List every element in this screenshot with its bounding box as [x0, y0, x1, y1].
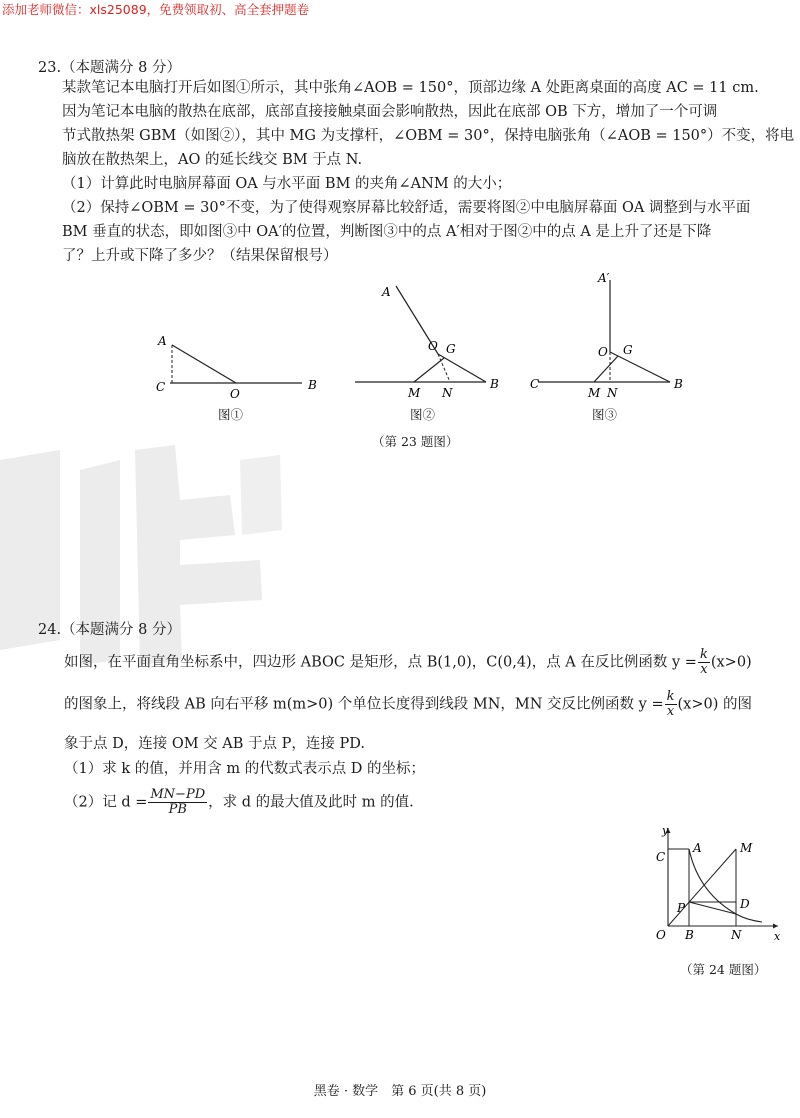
- label-N: N: [442, 386, 453, 400]
- q24-part1: （1）求 k 的值，并用含 m 的代数式表示点 D 的坐标；: [64, 761, 426, 777]
- frac-num: MN−PD: [150, 787, 206, 802]
- q23-line: 某款笔记本电脑打开后如图①所示，其中张角∠AOB = 150°，顶部边缘 A 处距离桌面的高度 AC = 11 cm.: [62, 80, 759, 96]
- label-G: G: [446, 342, 456, 356]
- label-M: M: [588, 386, 601, 400]
- q24-line1: 如图，在平面直角坐标系中，四边形 ABOC 是矩形，点 B(1,0)，C(0,4)，点 A 在反比例函数 y =: [64, 654, 697, 671]
- q23-figure-caption: （第 23 题图）: [372, 434, 459, 449]
- frac-den: PB: [168, 802, 187, 817]
- label-B: B: [685, 928, 694, 942]
- label-M: M: [408, 386, 421, 400]
- label-B: B: [490, 377, 499, 391]
- label-N: N: [731, 928, 742, 942]
- q24-line2-end: (x>0) 的图: [677, 696, 752, 713]
- q23-line: 脑放在散热架上，AO 的延长线交 BM 于点 N.: [62, 152, 363, 168]
- fig1-caption: 图①: [218, 407, 244, 422]
- label-N: N: [607, 386, 618, 400]
- label-B: B: [674, 377, 683, 391]
- label-D: D: [740, 897, 750, 911]
- fig2-caption: 图②: [410, 407, 436, 422]
- label-O: O: [230, 387, 240, 401]
- frac-x: x: [666, 704, 675, 719]
- label-O: O: [428, 339, 438, 353]
- label-B: B: [308, 378, 317, 392]
- label-C: C: [156, 380, 166, 394]
- q23-figure-3: [528, 268, 693, 408]
- label-P: P: [677, 901, 686, 915]
- q23-line: （1）计算此时电脑屏幕面 OA 与水平面 BM 的夹角∠ANM 的大小；: [62, 176, 512, 192]
- fig3-caption: 图③: [592, 407, 618, 422]
- label-M: M: [740, 841, 753, 855]
- label-A-prime: A′: [598, 271, 610, 285]
- q24-figure: [650, 822, 785, 952]
- q23-line: 了？上升或下降了多少？（结果保留根号）: [62, 248, 338, 264]
- frac-x: x: [700, 662, 708, 677]
- q23-number: 23.: [38, 60, 62, 76]
- q23-line: 因为笔记本电脑的散热在底部，底部直接接触桌面会影响散热，因此在底部 OB 下方，增加了一个可调: [62, 104, 718, 120]
- q23-line: BM 垂直的状态，即如图③中 OA′的位置，判断图③中的点 A′相对于图②中的点 A 是上升了还是下降: [62, 224, 712, 240]
- label-A: A: [693, 841, 702, 855]
- label-O: O: [656, 928, 666, 942]
- label-O: O: [598, 345, 608, 359]
- q23-figure-2: [350, 278, 510, 408]
- page-footer: 黑卷 · 数学 第 6 页(共 8 页): [313, 1084, 487, 1099]
- q23-score: （本题满分 8 分）: [61, 60, 182, 76]
- label-C: C: [656, 850, 666, 864]
- axis-y-label: y: [662, 824, 669, 837]
- label-A: A: [382, 285, 391, 299]
- axis-x-label: x: [774, 930, 781, 943]
- q23-line: （2）保持∠OBM = 30°不变，为了使得观察屏幕比较舒适，需要将图②中电脑屏幕面 OA 调整到与水平面: [62, 200, 751, 216]
- frac-k: k: [666, 689, 675, 704]
- label-C: C: [530, 377, 540, 391]
- q24-number: 24.: [38, 622, 62, 638]
- header-contact: 添加老师微信：xls25089，免费领取初、高全套押题卷: [2, 2, 310, 17]
- q24-line2: 的图象上，将线段 AB 向右平移 m(m>0) 个单位长度得到线段 MN，MN 交反比例函数 y =: [64, 696, 664, 713]
- q23-line: 节式散热架 GBM（如图②），其中 MG 为支撑杆，∠OBM = 30°，保持电脑张角（∠AOB = 150°）不变，将电: [62, 128, 795, 144]
- q24-line1-domain: (x>0): [710, 654, 752, 671]
- label-A: A: [158, 334, 167, 348]
- label-G: G: [623, 343, 633, 357]
- q24-line3: 象于点 D，连接 OM 交 AB 于点 P，连接 PD.: [64, 736, 365, 752]
- q24-part2-end: ，求 d 的最大值及此时 m 的值.: [208, 794, 414, 811]
- q24-score: （本题满分 8 分）: [61, 622, 182, 638]
- frac-k: k: [699, 647, 708, 662]
- q24-figure-caption: （第 24 题图）: [680, 962, 767, 977]
- q24-part2: （2）记 d =: [64, 794, 148, 811]
